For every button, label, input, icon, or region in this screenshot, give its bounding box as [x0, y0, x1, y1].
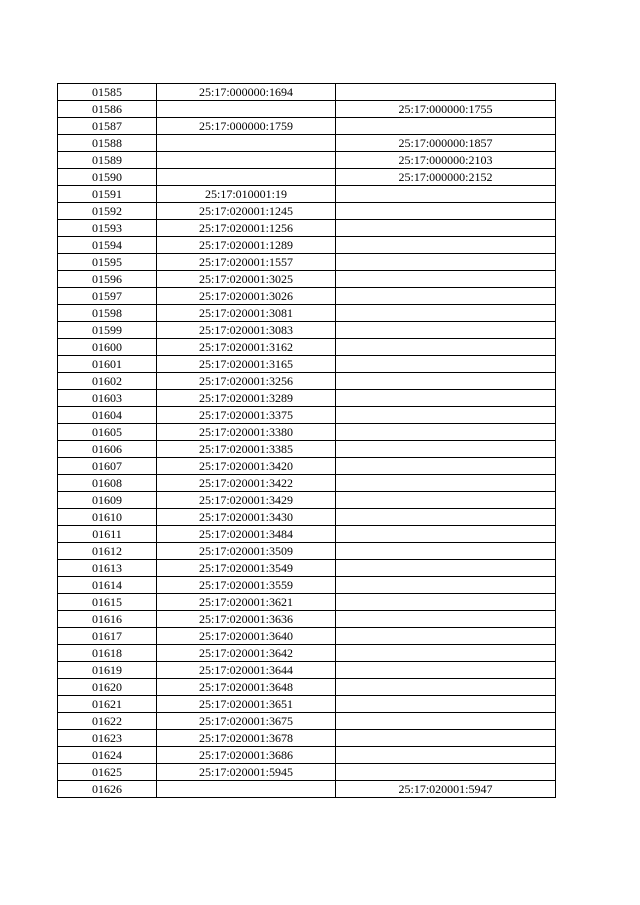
cadastral-number-alt-cell	[336, 84, 556, 101]
row-number-cell: 01608	[58, 475, 157, 492]
table-row	[58, 594, 556, 611]
cadastral-number-cell: 25:17:020001:3025	[157, 271, 336, 288]
table-row	[58, 118, 556, 135]
row-number-cell: 01610	[58, 509, 157, 526]
cadastral-number-cell: 25:17:020001:3621	[157, 594, 336, 611]
row-number-cell: 01598	[58, 305, 157, 322]
cadastral-number-alt-cell	[336, 611, 556, 628]
cadastral-number-cell: 25:17:020001:3289	[157, 390, 336, 407]
row-number-cell: 01586	[58, 101, 157, 118]
table-row	[58, 186, 556, 203]
cadastral-number-cell: 25:17:020001:3385	[157, 441, 336, 458]
cadastral-number-alt-cell	[336, 713, 556, 730]
table-row	[58, 220, 556, 237]
cadastral-number-alt-cell	[336, 543, 556, 560]
cadastral-number-alt-cell	[336, 356, 556, 373]
cadastral-number-alt-cell	[336, 322, 556, 339]
table-body	[58, 84, 556, 798]
table-row	[58, 203, 556, 220]
cadastral-number-cell: 25:17:020001:5945	[157, 764, 336, 781]
table-row	[58, 254, 556, 271]
row-number-cell: 01623	[58, 730, 157, 747]
table-row	[58, 679, 556, 696]
cadastral-number-alt-cell: 25:17:000000:2152	[336, 169, 556, 186]
row-number-cell: 01605	[58, 424, 157, 441]
cadastral-number-cell: 25:17:020001:3648	[157, 679, 336, 696]
cadastral-number-cell: 25:17:010001:19	[157, 186, 336, 203]
table-row	[58, 169, 556, 186]
cadastral-number-alt-cell	[336, 118, 556, 135]
cadastral-number-alt-cell	[336, 679, 556, 696]
table-row	[58, 475, 556, 492]
cadastral-number-alt-cell	[336, 696, 556, 713]
cadastral-number-alt-cell	[336, 747, 556, 764]
cadastral-number-alt-cell	[336, 458, 556, 475]
cadastral-number-alt-cell	[336, 271, 556, 288]
cadastral-number-alt-cell: 25:17:000000:1857	[336, 135, 556, 152]
cadastral-number-alt-cell	[336, 594, 556, 611]
cadastral-number-alt-cell	[336, 186, 556, 203]
cadastral-number-cell	[157, 152, 336, 169]
row-number-cell: 01617	[58, 628, 157, 645]
row-number-cell: 01615	[58, 594, 157, 611]
cadastral-number-cell: 25:17:020001:3420	[157, 458, 336, 475]
cadastral-number-cell: 25:17:020001:3642	[157, 645, 336, 662]
cadastral-number-alt-cell	[336, 526, 556, 543]
row-number-cell: 01609	[58, 492, 157, 509]
cadastral-number-cell: 25:17:020001:3165	[157, 356, 336, 373]
row-number-cell: 01594	[58, 237, 157, 254]
table-row	[58, 713, 556, 730]
cadastral-number-cell	[157, 169, 336, 186]
row-number-cell: 01621	[58, 696, 157, 713]
cadastral-number-alt-cell	[336, 390, 556, 407]
row-number-cell: 01620	[58, 679, 157, 696]
row-number-cell: 01613	[58, 560, 157, 577]
cadastral-number-cell: 25:17:020001:3256	[157, 373, 336, 390]
row-number-cell: 01593	[58, 220, 157, 237]
row-number-cell: 01595	[58, 254, 157, 271]
cadastral-number-cell: 25:17:020001:3686	[157, 747, 336, 764]
row-number-cell: 01624	[58, 747, 157, 764]
table-row	[58, 458, 556, 475]
row-number-cell: 01592	[58, 203, 157, 220]
table-row	[58, 339, 556, 356]
table-row	[58, 577, 556, 594]
cadastral-number-cell: 25:17:020001:3509	[157, 543, 336, 560]
table-row	[58, 84, 556, 101]
row-number-cell: 01618	[58, 645, 157, 662]
cadastral-number-alt-cell: 25:17:020001:5947	[336, 781, 556, 798]
table-row	[58, 543, 556, 560]
table-row	[58, 356, 556, 373]
cadastral-number-cell: 25:17:020001:3429	[157, 492, 336, 509]
cadastral-number-cell: 25:17:020001:3026	[157, 288, 336, 305]
cadastral-number-cell: 25:17:020001:3549	[157, 560, 336, 577]
cadastral-number-cell: 25:17:020001:1245	[157, 203, 336, 220]
cadastral-number-cell: 25:17:020001:3636	[157, 611, 336, 628]
cadastral-number-cell: 25:17:000000:1759	[157, 118, 336, 135]
cadastral-number-alt-cell	[336, 577, 556, 594]
row-number-cell: 01599	[58, 322, 157, 339]
cadastral-number-alt-cell	[336, 730, 556, 747]
cadastral-number-alt-cell	[336, 475, 556, 492]
cadastral-number-cell: 25:17:020001:3081	[157, 305, 336, 322]
row-number-cell: 01612	[58, 543, 157, 560]
cadastral-number-alt-cell	[336, 645, 556, 662]
cadastral-number-alt-cell	[336, 764, 556, 781]
row-number-cell: 01587	[58, 118, 157, 135]
table-row	[58, 764, 556, 781]
cadastral-number-cell	[157, 101, 336, 118]
cadastral-number-alt-cell	[336, 373, 556, 390]
cadastral-number-cell: 25:17:020001:1557	[157, 254, 336, 271]
table-row	[58, 135, 556, 152]
table-row	[58, 526, 556, 543]
table-row	[58, 152, 556, 169]
cadastral-number-cell	[157, 781, 336, 798]
cadastral-number-cell: 25:17:020001:3675	[157, 713, 336, 730]
cadastral-number-cell: 25:17:020001:3651	[157, 696, 336, 713]
table-row	[58, 645, 556, 662]
cadastral-number-cell: 25:17:020001:3083	[157, 322, 336, 339]
cadastral-number-alt-cell	[336, 254, 556, 271]
cadastral-number-cell: 25:17:020001:3375	[157, 407, 336, 424]
cadastral-number-cell: 25:17:020001:3559	[157, 577, 336, 594]
table-row	[58, 730, 556, 747]
table-row	[58, 747, 556, 764]
row-number-cell: 01626	[58, 781, 157, 798]
cadastral-number-cell: 25:17:020001:1289	[157, 237, 336, 254]
cadastral-number-cell: 25:17:020001:1256	[157, 220, 336, 237]
table-row	[58, 781, 556, 798]
cadastral-number-alt-cell	[336, 441, 556, 458]
row-number-cell: 01607	[58, 458, 157, 475]
table-row	[58, 509, 556, 526]
table-row	[58, 662, 556, 679]
cadastral-number-cell	[157, 135, 336, 152]
cadastral-number-alt-cell	[336, 509, 556, 526]
row-number-cell: 01604	[58, 407, 157, 424]
cadastral-number-alt-cell	[336, 424, 556, 441]
table-row	[58, 628, 556, 645]
table-row	[58, 696, 556, 713]
cadastral-number-cell: 25:17:020001:3678	[157, 730, 336, 747]
cadastral-number-cell: 25:17:020001:3422	[157, 475, 336, 492]
table-row	[58, 407, 556, 424]
table-row	[58, 373, 556, 390]
row-number-cell: 01611	[58, 526, 157, 543]
cadastral-number-alt-cell	[336, 492, 556, 509]
table-row	[58, 424, 556, 441]
row-number-cell: 01589	[58, 152, 157, 169]
table-row	[58, 492, 556, 509]
table-row	[58, 288, 556, 305]
row-number-cell: 01619	[58, 662, 157, 679]
table-row	[58, 441, 556, 458]
table-row	[58, 237, 556, 254]
cadastral-number-alt-cell: 25:17:000000:1755	[336, 101, 556, 118]
row-number-cell: 01585	[58, 84, 157, 101]
cadastral-number-alt-cell	[336, 305, 556, 322]
row-number-cell: 01590	[58, 169, 157, 186]
row-number-cell: 01614	[58, 577, 157, 594]
cadastral-number-alt-cell	[336, 220, 556, 237]
row-number-cell: 01591	[58, 186, 157, 203]
cadastral-number-cell: 25:17:020001:3644	[157, 662, 336, 679]
cadastral-number-alt-cell	[336, 628, 556, 645]
cadastral-number-alt-cell	[336, 288, 556, 305]
cadastral-number-alt-cell	[336, 339, 556, 356]
cadastral-number-alt-cell	[336, 203, 556, 220]
cadastral-number-table	[57, 83, 556, 798]
row-number-cell: 01601	[58, 356, 157, 373]
cadastral-number-cell: 25:17:000000:1694	[157, 84, 336, 101]
table-row	[58, 305, 556, 322]
cadastral-number-alt-cell	[336, 237, 556, 254]
row-number-cell: 01625	[58, 764, 157, 781]
table-row	[58, 390, 556, 407]
cadastral-number-alt-cell	[336, 407, 556, 424]
row-number-cell: 01603	[58, 390, 157, 407]
row-number-cell: 01606	[58, 441, 157, 458]
row-number-cell: 01596	[58, 271, 157, 288]
row-number-cell: 01602	[58, 373, 157, 390]
row-number-cell: 01616	[58, 611, 157, 628]
cadastral-number-alt-cell: 25:17:000000:2103	[336, 152, 556, 169]
row-number-cell: 01600	[58, 339, 157, 356]
cadastral-number-alt-cell	[336, 662, 556, 679]
row-number-cell: 01597	[58, 288, 157, 305]
cadastral-number-alt-cell	[336, 560, 556, 577]
table-row	[58, 322, 556, 339]
table-row	[58, 271, 556, 288]
cadastral-number-cell: 25:17:020001:3380	[157, 424, 336, 441]
cadastral-number-cell: 25:17:020001:3430	[157, 509, 336, 526]
cadastral-number-cell: 25:17:020001:3640	[157, 628, 336, 645]
table-row	[58, 560, 556, 577]
table-row	[58, 611, 556, 628]
cadastral-number-cell: 25:17:020001:3162	[157, 339, 336, 356]
row-number-cell: 01588	[58, 135, 157, 152]
row-number-cell: 01622	[58, 713, 157, 730]
cadastral-number-cell: 25:17:020001:3484	[157, 526, 336, 543]
table-row	[58, 101, 556, 118]
